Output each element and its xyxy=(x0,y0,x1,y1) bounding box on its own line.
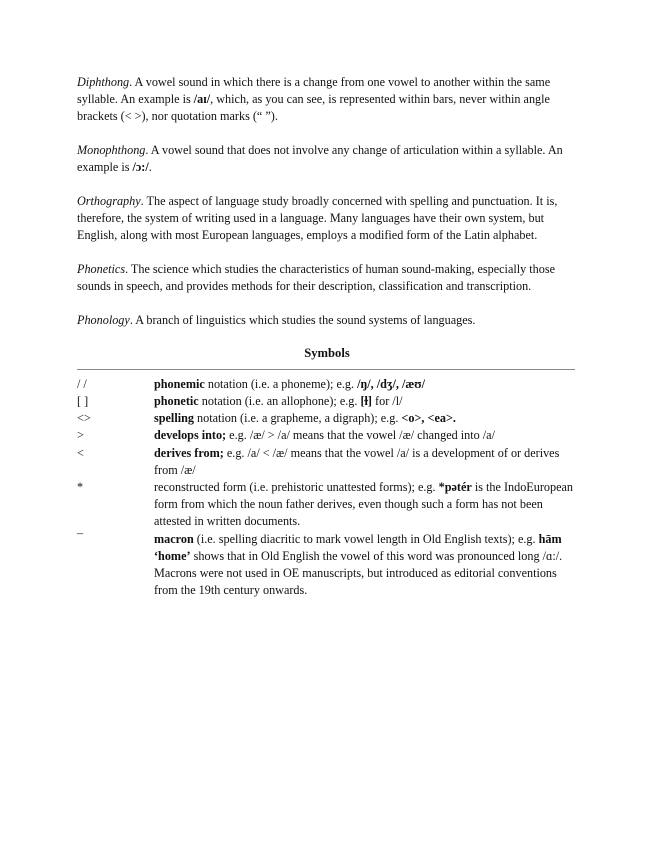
symbol-glyph: ¯ xyxy=(77,531,84,546)
definition-term: Diphthong xyxy=(77,75,130,89)
symbol-description: phonemic notation (i.e. a phoneme); e.g. /ŋ/, /dʒ/, /æʊ/ xyxy=(154,376,426,391)
definition-term: Phonology xyxy=(77,313,130,328)
definition-term: Orthography xyxy=(77,194,141,209)
symbol-row-macron xyxy=(77,531,577,600)
definition-term: Monophthong xyxy=(77,143,146,158)
symbol-description: phonetic notation (i.e. an allophone); e.g. [ɫ] for /l/ xyxy=(154,393,403,408)
symbol-glyph: < xyxy=(77,445,84,460)
definition-diphthong: Diphthong. A vowel sound in which there is a change from one vowel to another within the same syllable. An example is /aɪ/, which, as you can see, is represented within bars, never within angle brackets (< >), nor quotation marks (“ ”). xyxy=(77,75,551,124)
symbol-row-phonemic xyxy=(77,376,577,393)
symbol-glyph: [ ] xyxy=(77,393,89,408)
symbol-description: develops into; e.g. /æ/ > /a/ means that the vowel /æ/ changed into /a/ xyxy=(154,428,495,443)
symbol-row-develops xyxy=(77,427,577,444)
definition-monophthong: Monophthong. A vowel sound that does not involve any change of articulation within a syllable. An example is /ɔ:/. xyxy=(77,143,563,175)
definition-orthography: Orthography. The aspect of language study broadly concerned with spelling and punctuation. It is, therefore, the system of writing used in a language. Many languages have their own system, but English, along with most European languages, employs a modified form of the Latin alphabet. xyxy=(77,194,558,243)
symbol-row-spelling xyxy=(77,410,577,427)
document-page xyxy=(77,74,577,599)
symbol-row-reconstructed xyxy=(77,479,577,531)
symbol-glyph: > xyxy=(77,428,84,443)
symbol-row-derives xyxy=(77,445,577,479)
symbol-glyph: * xyxy=(77,479,84,494)
symbol-glyph: <> xyxy=(77,411,91,426)
symbol-glyph: / / xyxy=(77,376,87,391)
symbol-description: derives from; e.g. /a/ < /æ/ means that the vowel /a/ is a development of or derives from /æ/ xyxy=(154,445,560,477)
symbols-heading: Symbols xyxy=(304,345,350,360)
symbol-row-phonetic xyxy=(77,393,577,410)
symbol-description: spelling notation (i.e. a grapheme, a digraph); e.g. <o>, <ea>. xyxy=(154,411,456,426)
definition-term: Phonetics xyxy=(77,262,126,277)
definition-phonology: Phonology. A branch of linguistics which studies the sound systems of languages. xyxy=(77,313,476,328)
section-divider xyxy=(77,369,575,370)
symbol-description: reconstructed form (i.e. prehistoric unattested forms); e.g. *pətér is the IndoEuropean form from which the noun father derives, even though such a form has not been attested in written documents. xyxy=(154,479,573,529)
symbol-description: macron (i.e. spelling diacritic to mark vowel length in Old English texts); e.g. hām ‘home’ shows that in Old English the vowel of this word was pronounced long /ɑ:/. Macrons were not used in OE manuscripts, but introduced as editorial conventions from the 19th century onwards. xyxy=(154,531,563,598)
definition-phonetics: Phonetics. The science which studies the characteristics of human sound-making, especially those sounds in speech, and provides methods for their description, classification and transcription. xyxy=(77,262,555,294)
